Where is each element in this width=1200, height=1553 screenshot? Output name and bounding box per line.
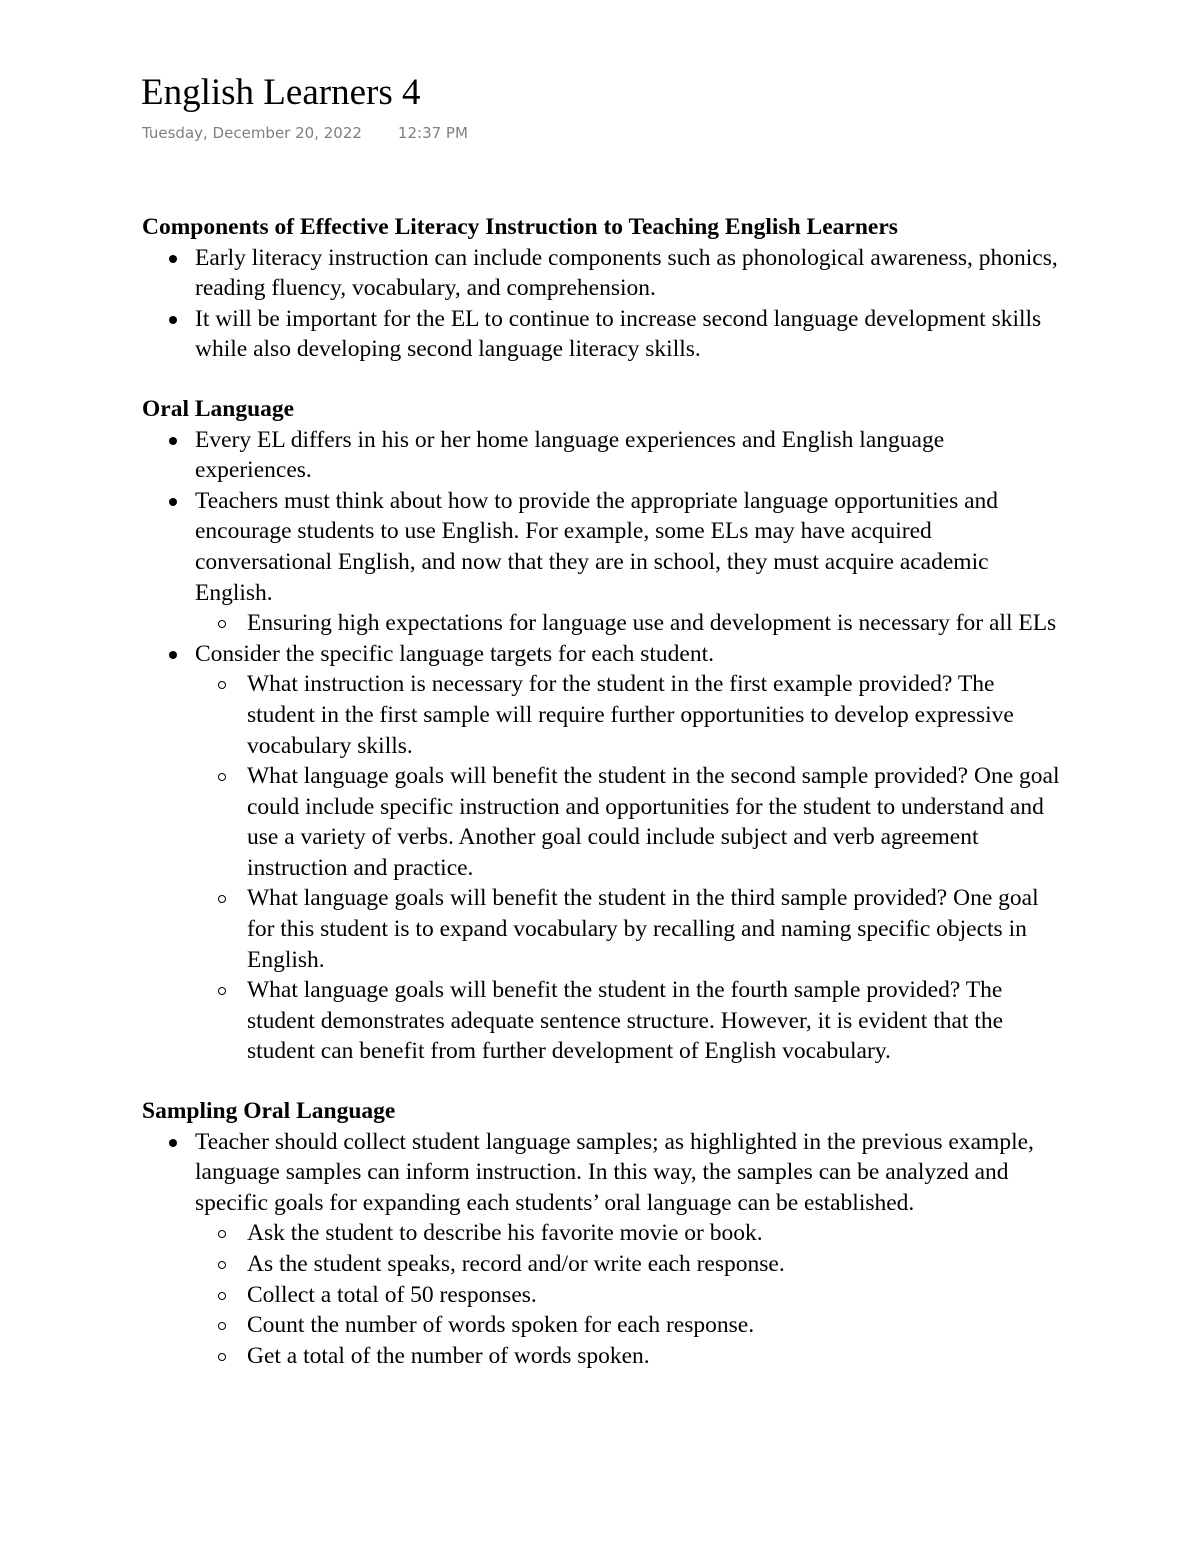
sub-list-item-text: What language goals will benefit the student in the fourth sample provided? The student demonstrates adequate sentence structure. However, it is evident that the student can benefit from further development of English vocabulary. <box>247 977 1004 1065</box>
sub-list-item-text: As the student speaks, record and/or write each response. <box>247 1251 785 1277</box>
list-item-text: Teachers must think about how to provide the appropriate language opportunities and encourage students to use English. For example, some ELs may have acquired conversational English, and now that they are in school, they must acquire academic English. <box>195 487 999 606</box>
hollow-bullet-icon <box>218 620 226 628</box>
list-item <box>142 486 1062 639</box>
sub-list-item <box>195 975 1062 1067</box>
sub-list-item <box>195 608 1062 639</box>
list-item <box>142 304 1062 365</box>
section-oral-language <box>142 394 1062 1067</box>
hollow-bullet-icon <box>218 1353 226 1361</box>
hollow-bullet-icon <box>218 895 226 903</box>
hollow-bullet-icon <box>218 1322 226 1330</box>
page-title: English Learners 4 <box>141 72 421 113</box>
list-item-text: Early literacy instruction can include components such as phonological awareness, phonics, reading fluency, vocabulary, and comprehension. <box>195 244 1058 302</box>
note-date: Tuesday, December 20, 2022 <box>142 124 362 142</box>
sub-list-item-text: Get a total of the number of words spoken. <box>247 1342 650 1369</box>
list-item <box>142 425 1062 486</box>
hollow-bullet-icon <box>218 1230 226 1238</box>
sub-bullet-list <box>195 608 1062 639</box>
list-item <box>142 1127 1062 1372</box>
sub-list-item <box>195 1218 1062 1249</box>
sub-list-item <box>195 883 1062 975</box>
sub-list-item-text: What language goals will benefit the student in the third sample provided? One goal for this student is to expand vocabulary by recalling and naming specific objects in English. <box>247 885 1039 973</box>
sub-list-item-text: Ensuring high expectations for language use and development is necessary for all ELs <box>247 610 1057 637</box>
note-timestamp <box>142 122 468 144</box>
section-heading: Oral Language <box>142 395 295 422</box>
list-item <box>142 243 1062 304</box>
hollow-bullet-icon <box>218 1261 226 1269</box>
bullet-list <box>142 243 1062 365</box>
note-body <box>142 212 1062 1371</box>
sub-list-item-text: Collect a total of 50 responses. <box>247 1281 537 1308</box>
section-heading: Components of Effective Literacy Instruction to Teaching English Learners <box>142 214 898 240</box>
sub-list-item <box>195 1280 1062 1311</box>
hollow-bullet-icon <box>218 681 226 689</box>
sub-list-item <box>195 761 1062 883</box>
section-effective-literacy <box>142 212 1062 365</box>
sub-list-item-text: Ask the student to describe his favorite movie or book. <box>247 1220 763 1247</box>
section-heading: Sampling Oral Language <box>142 1098 396 1125</box>
hollow-bullet-icon <box>218 1292 226 1300</box>
list-item <box>142 639 1062 1067</box>
list-item-text: Teacher should collect student language samples; as highlighted in the previous example, language samples can inform instruction. In this way, the samples can be analyzed and specific goals for expanding each students’ oral language can be established. <box>195 1128 1034 1216</box>
section-sampling-oral-language <box>142 1096 1062 1371</box>
hollow-bullet-icon <box>218 773 226 781</box>
bullet-icon <box>169 1139 177 1147</box>
bullet-list <box>142 1127 1062 1372</box>
sub-list-item-text: What language goals will benefit the student in the second sample provided? One goal could include specific instruction and opportunities for the student to understand and use a variety of verbs. Another goal could include subject and verb agreement instruction and practice. <box>247 763 1060 881</box>
sub-list-item <box>195 1341 1062 1372</box>
list-item-text: Every EL differs in his or her home language experiences and English language experiences. <box>195 426 945 484</box>
bullet-list <box>142 425 1062 1067</box>
bullet-icon <box>169 316 177 324</box>
note-time: 12:37 PM <box>397 124 468 142</box>
sub-bullet-list <box>195 669 1062 1067</box>
sub-list-item <box>195 1310 1062 1341</box>
bullet-icon <box>169 437 177 445</box>
list-item-text: It will be important for the EL to continue to increase second language development skills while also developing second language literacy skills. <box>195 305 1042 363</box>
sub-bullet-list <box>195 1218 1062 1371</box>
bullet-icon <box>169 498 177 506</box>
hollow-bullet-icon <box>218 987 226 995</box>
bullet-icon <box>169 255 177 263</box>
sub-list-item-text: What instruction is necessary for the student in the first example provided? The student in the first sample will require further opportunities to develop expressive vocabulary skills. <box>247 671 1014 759</box>
sub-list-item <box>195 669 1062 761</box>
bullet-icon <box>169 651 177 659</box>
list-item-text: Consider the specific language targets for each student. <box>195 640 714 667</box>
sub-list-item-text: Count the number of words spoken for each response. <box>247 1312 755 1339</box>
sub-list-item <box>195 1249 1062 1280</box>
